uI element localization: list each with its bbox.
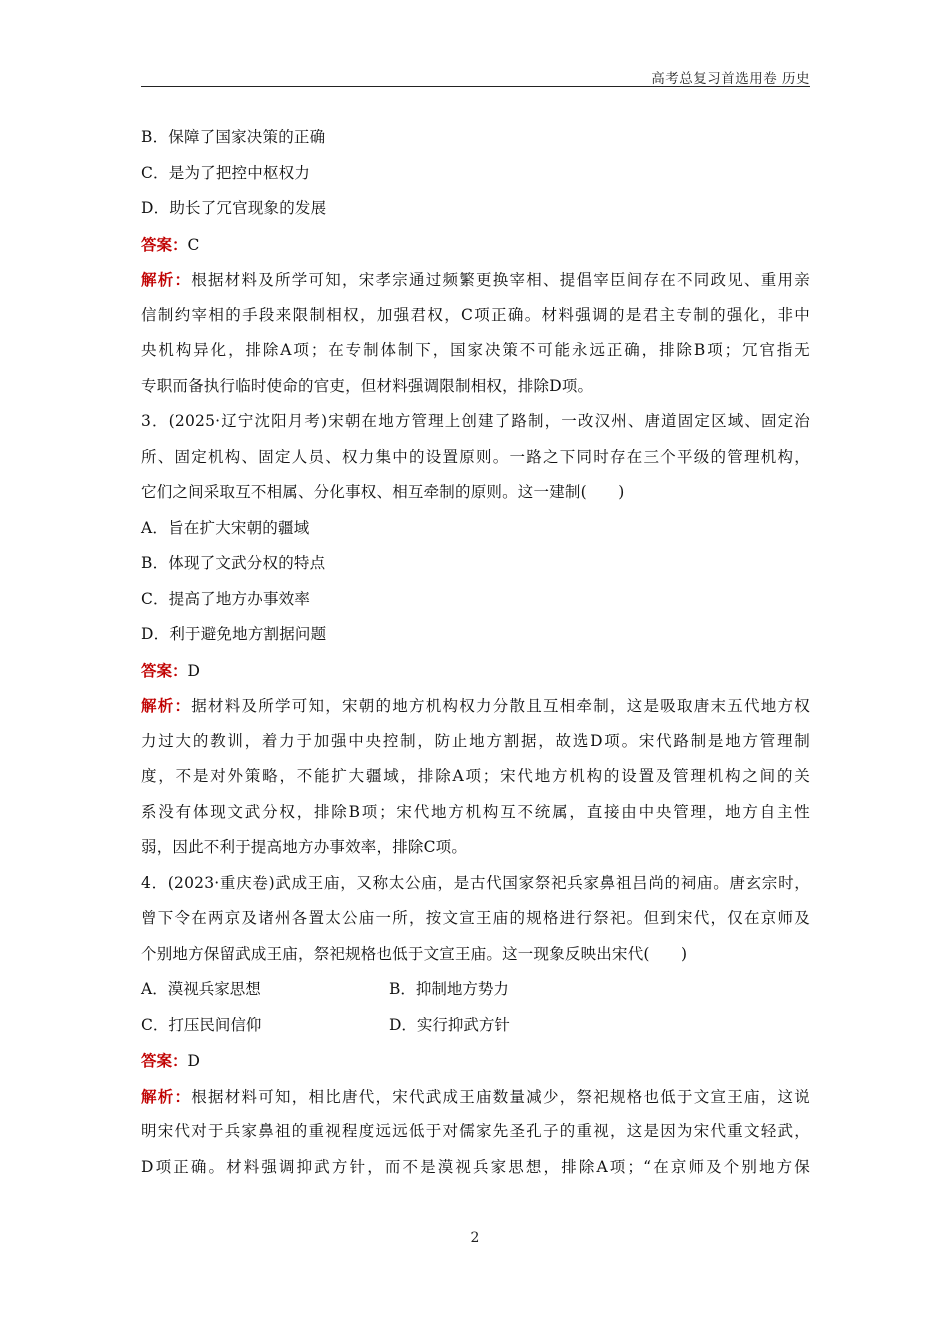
question-3-analysis	[141, 688, 810, 866]
header-title: 高考总复习首选用卷 历史	[651, 71, 810, 87]
question-4-options	[141, 972, 810, 1043]
stem-line: 所、固定机构、固定人员、权力集中的设置原则。一路之下同时存在三个平级的管理机构，	[141, 447, 810, 466]
page-header	[141, 66, 810, 87]
question-4-answer	[141, 1043, 810, 1079]
options-row	[141, 972, 810, 1008]
analysis-label: 解析：	[141, 1086, 192, 1106]
question-3-options	[141, 511, 810, 653]
analysis-line: 信制约宰相的手段来限制相权，加强君权，C项正确。材料强调的是君主专制的强化，非中	[141, 305, 810, 324]
analysis-line: 解析：根据材料及所学可知，宋孝宗通过频繁更换宰相、提倡宰臣间存在不同政见、重用亲	[141, 270, 810, 289]
answer-value: D	[187, 1052, 200, 1070]
answer-label: 答案：	[141, 660, 188, 680]
option-d: D．助长了冗官现象的发展	[141, 199, 327, 217]
analysis-line: 系没有体现文武分权，排除B项；宋代地方机构互不统属，直接由中央管理，地方自主性	[141, 802, 810, 821]
stem-line: 个别地方保留武成王庙，祭祀规格也低于文宣王庙。这一现象反映出宋代( )	[141, 944, 688, 963]
option-c: C．提高了地方办事效率	[141, 589, 311, 608]
analysis-line: 明宋代对于兵家鼻祖的重视程度远远低于对儒家先圣孔子的重视，这是因为宋代重文轻武，	[141, 1122, 810, 1140]
analysis-line: 解析：根据材料可知，相比唐代，宋代武成王庙数量减少，祭祀规格也低于文宣王庙，这说	[141, 1086, 810, 1106]
stem-line: 曾下令在两京及诸州各置太公庙一所，按文宣王庙的规格进行祭祀。但到宋代，仅在京师及	[141, 909, 810, 927]
page-number: 2	[470, 1230, 480, 1246]
question-2-answer	[141, 227, 810, 263]
question-3-stem	[141, 404, 810, 511]
page-content	[141, 120, 810, 1185]
option-a: A．旨在扩大宋朝的疆域	[141, 518, 310, 537]
stem-line: 4．(2023·重庆卷)武成王庙，又称太公庙，是古代国家祭祀兵家鼻祖吕尚的祠庙。唐玄宗时，	[141, 873, 810, 892]
answer-label: 答案：	[141, 234, 188, 254]
stem-line: 3．(2025·辽宁沈阳月考)宋朝在地方管理上创建了路制，一改汉州、唐道固定区域、固定治	[141, 412, 810, 430]
analysis-label: 解析：	[141, 270, 192, 289]
analysis-line: 弱，因此不利于提高地方办事效率，排除C项。	[141, 838, 468, 856]
option-d: D．实行抑武方针	[389, 1015, 510, 1034]
analysis-line: 央机构异化，排除A项；在专制体制下，国家决策不可能永远正确，排除B项；冗官指无	[141, 341, 810, 359]
analysis-line: 专职而备执行临时使命的官吏，但材料强调限制相权，排除D项。	[141, 376, 594, 395]
analysis-line: D项正确。材料强调抑武方针，而不是漠视兵家思想，排除A项；“在京师及个别地方保	[141, 1157, 810, 1176]
answer-value: C	[187, 235, 200, 254]
stem-line: 它们之间采取互不相属、分化事权、相互牵制的原则。这一建制( )	[141, 483, 625, 501]
question-2-options	[141, 120, 810, 227]
option-c: C．是为了把控中枢权力	[141, 163, 311, 182]
question-4-stem	[141, 866, 810, 973]
question-3-answer	[141, 653, 810, 689]
answer-label: 答案：	[141, 1051, 188, 1070]
question-4-analysis	[141, 1079, 810, 1186]
option-c: C．打压民间信仰	[141, 1015, 262, 1034]
option-b: B．保障了国家决策的正确	[141, 128, 326, 146]
option-a: A．漠视兵家思想	[141, 980, 261, 998]
option-d: D．利于避免地方割据问题	[141, 625, 327, 643]
option-b: B．抑制地方势力	[389, 980, 509, 998]
question-2-analysis	[141, 262, 810, 404]
analysis-line: 力过大的教训，着力于加强中央控制，防止地方割据，故选D项。宋代路制是地方管理制	[141, 731, 810, 750]
option-b: B．体现了文武分权的特点	[141, 554, 326, 572]
analysis-line: 度，不是对外策略，不能扩大疆域，排除A项；宋代地方机构的设置及管理机构之间的关	[141, 767, 810, 785]
analysis-line: 解析：据材料及所学可知，宋朝的地方机构权力分散且互相牵制，这是吸取唐末五代地方权	[141, 696, 810, 715]
analysis-label: 解析：	[141, 696, 192, 715]
answer-value: D	[187, 661, 200, 680]
options-row	[141, 1008, 810, 1044]
